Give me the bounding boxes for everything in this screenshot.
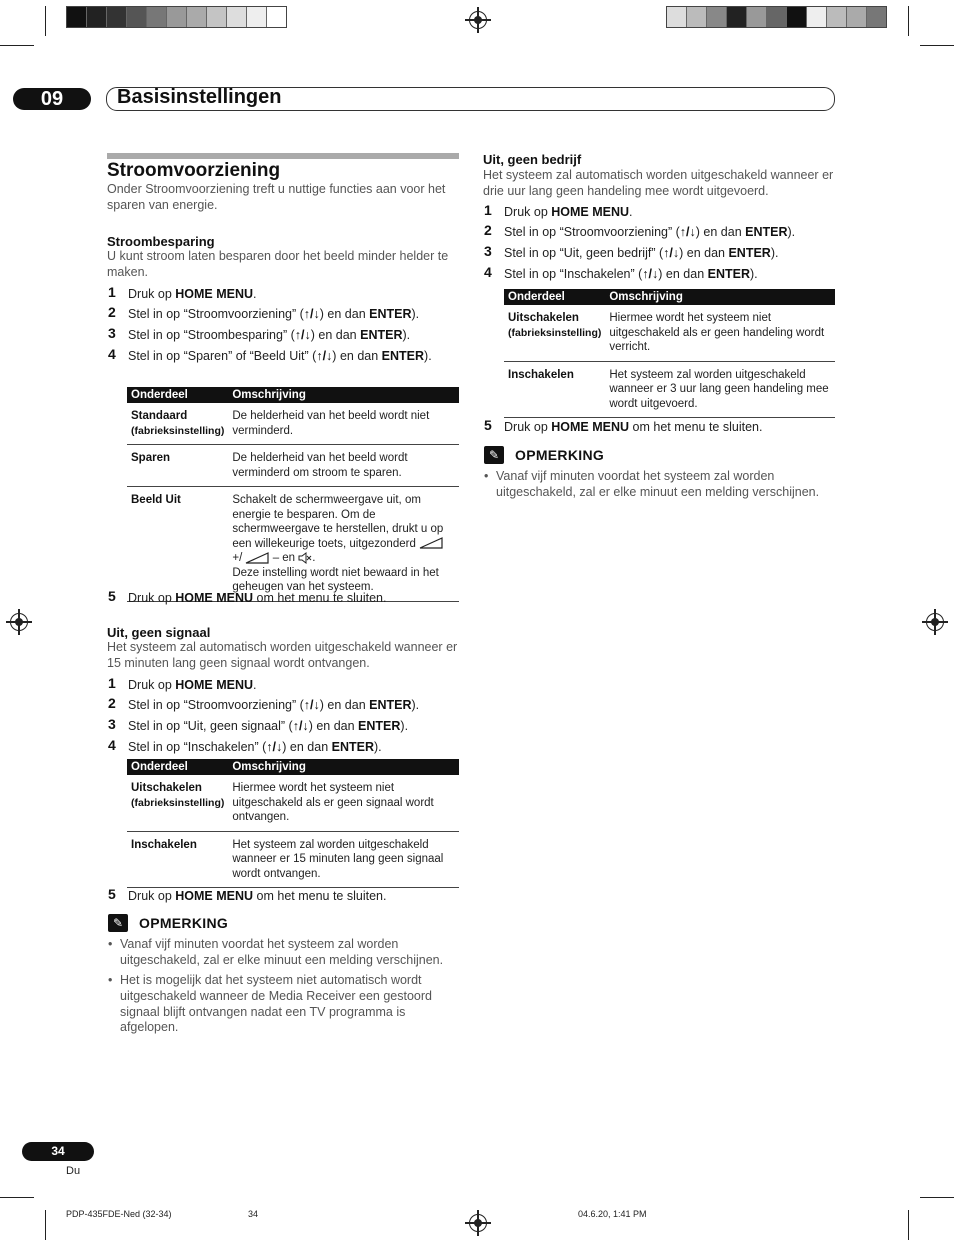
registration-mark-icon xyxy=(926,613,944,631)
step-3: 3 Stel in op “Uit, geen bedrijf” (↑/↓) en dan ENTER). xyxy=(484,243,779,260)
step-5: 5 Druk op HOME MENU om het menu te sluiten. xyxy=(108,886,387,903)
registration-mark-icon xyxy=(10,613,28,631)
step-1: 1 Druk op HOME MENU. xyxy=(484,202,633,219)
subsection-intro: Het systeem zal automatisch worden uitgeschakeld wanneer er 15 minuten lang geen signaal wordt ontvangen. xyxy=(107,640,458,670)
step-5: 5 Druk op HOME MENU om het menu te sluiten. xyxy=(484,417,763,434)
note-bullet: • Vanaf vijf minuten voordat het systeem zal worden uitgeschakeld, zal er elke minuut een melding verschijnen. xyxy=(496,469,836,501)
color-bar-right xyxy=(666,6,887,28)
note-title: OPMERKING xyxy=(515,447,605,463)
step-3: 3 Stel in op “Uit, geen signaal” (↑/↓) en dan ENTER). xyxy=(108,716,409,733)
step-4: 4 Stel in op “Inschakelen” (↑/↓) en dan ENTER). xyxy=(484,264,758,281)
volume-icon xyxy=(419,537,443,549)
step-2: 2 Stel in op “Stroomvoorziening” (↑/↓) en dan ENTER). xyxy=(108,695,420,712)
footer-timestamp: 04.6.20, 1:41 PM xyxy=(578,1209,647,1219)
section-rule xyxy=(107,153,459,159)
subsection-intro: Het systeem zal automatisch worden uitgeschakeld wanneer er drie uur lang geen handeling mee wordt uitgevoerd. xyxy=(483,168,834,198)
crop-mark xyxy=(908,6,909,36)
table-row: Inschakelen Het systeem zal worden uitgeschakeld wanneer er 3 uur lang geen handeling mee wordt uitgevoerd. xyxy=(504,361,835,418)
step-1: 1 Druk op HOME MENU. xyxy=(108,675,257,692)
color-bar-left xyxy=(66,6,287,28)
footer-page: 34 xyxy=(248,1209,259,1219)
stroombesparing-table xyxy=(127,387,459,602)
pencil-note-icon: ✎ xyxy=(484,446,504,464)
crop-mark xyxy=(0,1197,34,1198)
note-bullet: • Het is mogelijk dat het systeem niet automatisch wordt uitgeschakeld wanneer de Media Receiver een gestoord signaal blijft ontvangen nadat een TV programma is afgelopen. xyxy=(120,973,450,1036)
table-row: Beeld Uit Schakelt de schermweergave uit, om energie te besparen. Om de schermweergave te herstellen, drukt u op een willekeurige toets, uitgezonderd +/ – en . Deze instelling wordt niet bewaard in het geheugen van het systeem. xyxy=(127,487,459,602)
crop-mark xyxy=(920,1197,954,1198)
table-row: Uitschakelen (fabrieksinstelling) Hiermee wordt het systeem niet uitgeschakeld als er geen handeling wordt verricht. xyxy=(504,305,835,361)
table-row: Standaard (fabrieksinstelling) De helderheid van het beeld wordt niet verminderd. xyxy=(127,403,459,445)
note-bullet: • Vanaf vijf minuten voordat het systeem zal worden uitgeschakeld, zal er elke minuut een melding verschijnen. xyxy=(120,937,460,969)
table-header: Onderdeel xyxy=(127,759,228,775)
step-3: 3 Stel in op “Stroombesparing” (↑/↓) en dan ENTER). xyxy=(108,325,411,342)
section-title: Stroomvoorziening xyxy=(107,160,281,181)
step-4: 4 Stel in op “Sparen” of “Beeld Uit” (↑/↓) en dan ENTER). xyxy=(108,346,432,363)
table-row: Sparen De helderheid van het beeld wordt verminderd om stroom te sparen. xyxy=(127,445,459,487)
volume-icon xyxy=(245,552,269,564)
table-header: Onderdeel xyxy=(504,289,605,305)
table-row: Uitschakelen (fabrieksinstelling) Hiermee wordt het systeem niet uitgeschakeld als er geen signaal wordt ontvangen. xyxy=(127,775,459,831)
table-row: Inschakelen Het systeem zal worden uitgeschakeld wanneer er 15 minuten lang geen signaal wordt ontvangen. xyxy=(127,831,459,888)
footer-file: PDP-435FDE-Ned (32-34) xyxy=(66,1209,172,1219)
crop-mark xyxy=(45,6,46,36)
subsection-title-geen-bedrijf: Uit, geen bedrijf xyxy=(483,152,582,167)
subsection-title-stroombesparing: Stroombesparing xyxy=(107,234,215,249)
chapter-title: Basisinstellingen xyxy=(117,86,282,108)
crop-mark xyxy=(908,1210,909,1240)
step-2: 2 Stel in op “Stroomvoorziening” (↑/↓) en dan ENTER). xyxy=(108,304,420,321)
chapter-number-badge: 09 xyxy=(13,88,91,110)
section-intro: Onder Stroomvoorziening treft u nuttige functies aan voor het sparen van energie. xyxy=(107,182,446,212)
table-header: Omschrijving xyxy=(228,387,459,403)
crop-mark xyxy=(45,1210,46,1240)
crop-mark xyxy=(0,45,34,46)
language-code: Du xyxy=(66,1165,81,1177)
step-2: 2 Stel in op “Stroomvoorziening” (↑/↓) en dan ENTER). xyxy=(484,222,796,239)
table-header: Omschrijving xyxy=(605,289,835,305)
subsection-intro: U kunt stroom laten besparen door het beeld minder helder te maken. xyxy=(107,249,449,279)
note-title: OPMERKING xyxy=(139,915,229,931)
page-number-badge: 34 xyxy=(22,1142,94,1161)
step-4: 4 Stel in op “Inschakelen” (↑/↓) en dan ENTER). xyxy=(108,737,382,754)
mute-icon xyxy=(298,552,312,564)
table-header: Onderdeel xyxy=(127,387,228,403)
registration-mark-icon xyxy=(469,11,487,29)
step-5: 5 Druk op HOME MENU om het menu te sluiten. xyxy=(108,588,387,605)
pencil-note-icon: ✎ xyxy=(108,914,128,932)
registration-mark-icon xyxy=(469,1214,487,1232)
subsection-title-geen-signaal: Uit, geen signaal xyxy=(107,625,211,640)
step-1: 1 Druk op HOME MENU. xyxy=(108,284,257,301)
table-header: Omschrijving xyxy=(228,759,459,775)
crop-mark xyxy=(920,45,954,46)
geen-bedrijf-table xyxy=(504,289,835,418)
geen-signaal-table xyxy=(127,759,459,888)
